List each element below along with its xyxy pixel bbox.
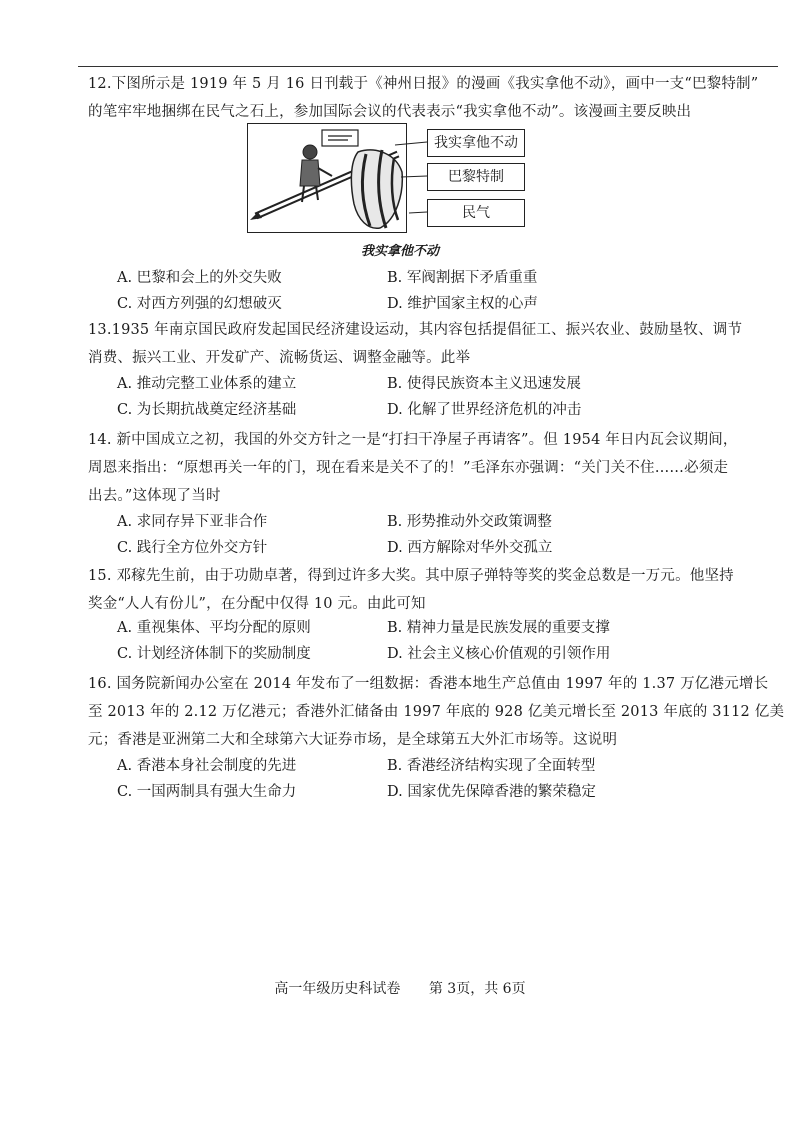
q12-cartoon-figure — [247, 123, 527, 235]
q15-option-c[interactable]: C. 计划经济体制下的奖励制度 — [117, 646, 311, 662]
q14-stem-line3: 出去。”这体现了当时 — [88, 488, 221, 504]
q13-stem-line2: 消费、振兴工业、开发矿产、流畅货运、调整金融等。此举 — [88, 350, 471, 366]
q16-option-a[interactable]: A. 香港本身社会制度的先进 — [117, 758, 297, 774]
q12-option-c[interactable]: C. 对西方列强的幻想破灭 — [117, 296, 282, 312]
figure-label-paris-made: 巴黎特制 — [427, 163, 525, 191]
q13-option-b[interactable]: B. 使得民族资本主义迅速发展 — [387, 376, 581, 392]
q16-option-d[interactable]: D. 国家优先保障香港的繁荣稳定 — [387, 784, 596, 800]
q13-stem-line1: 13.1935 年南京国民政府发起国民经济建设运动，其内容包括提倡征工、振兴农业、鼓励垦牧、调节 — [88, 322, 743, 338]
q12-stem-line1: 12.下图所示是 1919 年 5 月 16 日刊载于《神州日报》的漫画《我实拿他不动》，画中一支“巴黎特制” — [88, 76, 759, 92]
q16-option-b[interactable]: B. 香港经济结构实现了全面转型 — [387, 758, 596, 774]
q16-stem-line1: 16. 国务院新闻办公室在 2014 年发布了一组数据：香港本地生产总值由 1997 年的 1.37 万亿港元增长 — [88, 676, 769, 692]
q12-option-b[interactable]: B. 军阀割据下矛盾重重 — [387, 270, 538, 286]
footer-page-number: 第 3页，共 6页 — [428, 981, 526, 997]
q16-stem-line2: 至 2013 年的 2.12 万亿港元；香港外汇储备由 1997 年底的 928 亿美元增长至 2013 年底的 3112 亿美 — [88, 704, 785, 720]
q15-option-d[interactable]: D. 社会主义核心价值观的引领作用 — [387, 646, 611, 662]
q16-stem-line3: 元；香港是亚洲第二大和全球第六大证券市场，是全球第五大外汇市场等。这说明 — [88, 732, 618, 748]
q14-option-b[interactable]: B. 形势推动外交政策调整 — [387, 514, 552, 530]
page-footer — [0, 978, 800, 998]
footer-exam-title: 高一年级历史科试卷 — [274, 981, 401, 997]
figure-label-delegate: 我实拿他不动 — [427, 129, 525, 157]
figure-label-public-will: 民气 — [427, 199, 525, 227]
q14-stem-line2: 周恩来指出：“原想再关一年的门，现在看来是关不了的！”毛泽东亦强调：“关门关不住……必须走 — [88, 460, 729, 476]
q15-option-a[interactable]: A. 重视集体、平均分配的原则 — [117, 620, 311, 636]
q15-stem-line2: 奖金“人人有份儿”，在分配中仅得 10 元。由此可知 — [88, 596, 426, 612]
q15-option-b[interactable]: B. 精神力量是民族发展的重要支撑 — [387, 620, 610, 636]
q13-option-a[interactable]: A. 推动完整工业体系的建立 — [117, 376, 297, 392]
q13-option-d[interactable]: D. 化解了世界经济危机的冲击 — [387, 402, 582, 418]
q15-stem-line1: 15. 邓稼先生前，由于功勋卓著，得到过许多大奖。其中原子弹特等奖的奖金总数是一万元。他坚持 — [88, 568, 734, 584]
q14-option-c[interactable]: C. 践行全方位外交方针 — [117, 540, 268, 556]
q12-figure-caption: 我实拿他不动 — [360, 244, 439, 259]
cartoon-illustration — [248, 124, 406, 232]
header-rule — [78, 66, 778, 67]
q12-stem-line2: 的笔牢牢地捆绑在民气之石上，参加国际会议的代表表示“我实拿他不动”。该漫画主要反映出 — [88, 104, 692, 120]
q16-option-c[interactable]: C. 一国两制具有强大生命力 — [117, 784, 297, 800]
q12-option-a[interactable]: A. 巴黎和会上的外交失败 — [117, 270, 282, 286]
q13-option-c[interactable]: C. 为长期抗战奠定经济基础 — [117, 402, 297, 418]
figure-pointer-lines — [391, 123, 431, 235]
q14-option-d[interactable]: D. 西方解除对华外交孤立 — [387, 540, 553, 556]
q14-option-a[interactable]: A. 求同存异下亚非合作 — [117, 514, 268, 530]
q14-stem-line1: 14. 新中国成立之初，我国的外交方针之一是“打扫干净屋子再请客”。但 1954 年日内瓦会议期间， — [88, 432, 738, 448]
q12-option-d[interactable]: D. 维护国家主权的心声 — [387, 296, 538, 312]
cartoon-frame — [247, 123, 407, 233]
